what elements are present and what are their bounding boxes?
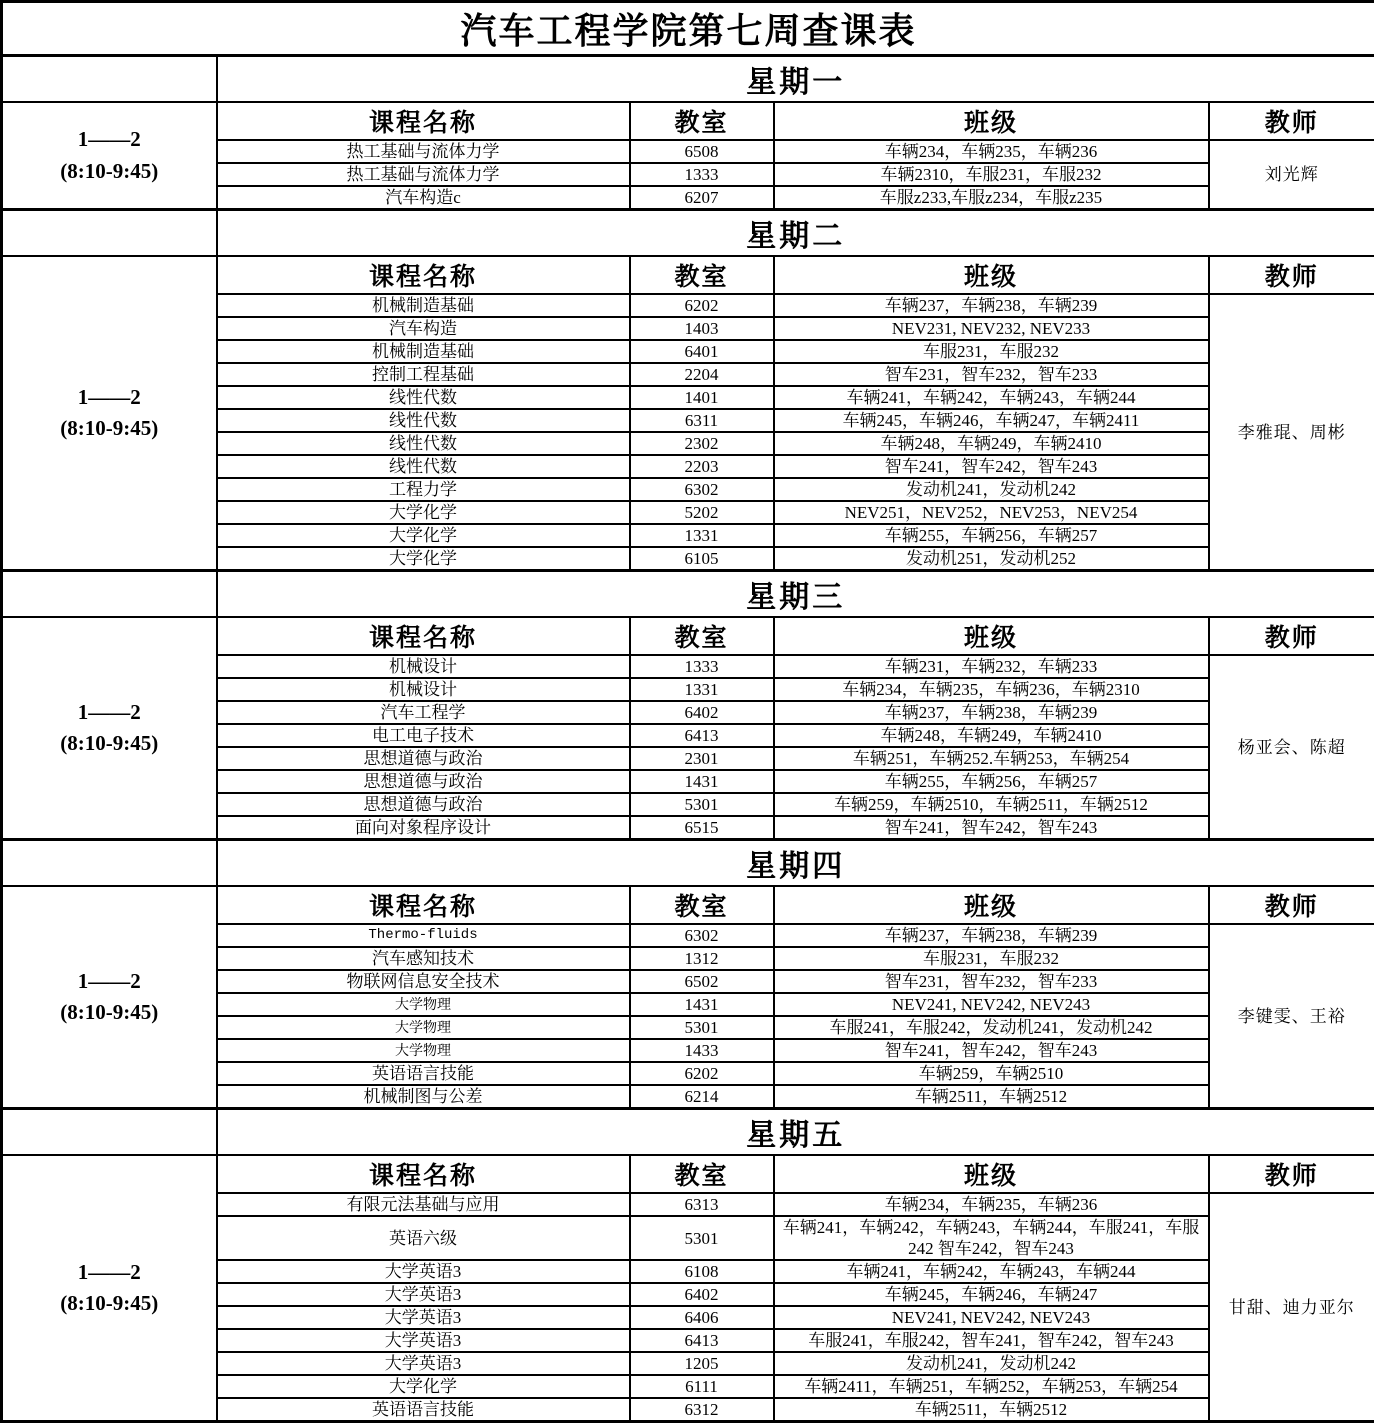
- course-cell: 大学物理: [217, 1039, 630, 1062]
- course-cell: 有限元法基础与应用: [217, 1193, 630, 1216]
- course-cell: 机械设计: [217, 655, 630, 678]
- room-cell: 6508: [630, 140, 774, 163]
- course-cell: 大学化学: [217, 524, 630, 547]
- teacher-cell: 李键雯、王裕: [1209, 924, 1374, 1109]
- room-cell: 2301: [630, 747, 774, 770]
- room-cell: 6515: [630, 816, 774, 840]
- column-header-class: 班级: [774, 256, 1209, 294]
- room-cell: 6202: [630, 294, 774, 317]
- room-cell: 1403: [630, 317, 774, 340]
- class-cell: 车辆255，车辆256，车辆257: [774, 524, 1209, 547]
- teacher-cell: 杨亚会、陈超: [1209, 655, 1374, 840]
- period-cell: [2, 1155, 217, 1422]
- class-cell: NEV241, NEV242, NEV243: [774, 993, 1209, 1016]
- class-cell: 车辆241，车辆242，车辆243，车辆244，车服241，车服242 智车242，智车243: [774, 1216, 1209, 1260]
- room-cell: 6312: [630, 1398, 774, 1422]
- day-band-row: [2, 56, 1374, 103]
- course-cell: 机械制图与公差: [217, 1085, 630, 1109]
- period-line1: 1——2: [7, 124, 212, 156]
- course-cell: 大学化学: [217, 1375, 630, 1398]
- teacher-cell: 李雅琨、周彬: [1209, 294, 1374, 571]
- room-cell: 1312: [630, 947, 774, 970]
- period-line2: (8:10-9:45): [7, 1288, 212, 1320]
- class-cell: 车辆2411，车辆251，车辆252，车辆253，车辆254: [774, 1375, 1209, 1398]
- class-cell: 车辆248，车辆249，车辆2410: [774, 432, 1209, 455]
- course-cell: 物联网信息安全技术: [217, 970, 630, 993]
- column-header-row: [2, 1155, 1374, 1193]
- room-cell: 6413: [630, 1329, 774, 1352]
- room-cell: 6207: [630, 186, 774, 210]
- teacher-cell: 甘甜、迪力亚尔: [1209, 1193, 1374, 1422]
- course-cell: 机械制造基础: [217, 294, 630, 317]
- class-cell: 车辆2511，车辆2512: [774, 1085, 1209, 1109]
- period-cell: [2, 886, 217, 1109]
- class-cell: 车辆241，车辆242，车辆243，车辆244: [774, 386, 1209, 409]
- class-cell: 智车231，智车232，智车233: [774, 363, 1209, 386]
- room-cell: 6402: [630, 701, 774, 724]
- course-cell: 英语语言技能: [217, 1398, 630, 1422]
- room-cell: 1205: [630, 1352, 774, 1375]
- period-line2: (8:10-9:45): [7, 728, 212, 760]
- course-cell: 线性代数: [217, 455, 630, 478]
- course-cell: 控制工程基础: [217, 363, 630, 386]
- column-header-row: [2, 617, 1374, 655]
- day-name: 星期五: [217, 1109, 1374, 1156]
- course-cell: 思想道德与政治: [217, 770, 630, 793]
- room-cell: 6401: [630, 340, 774, 363]
- class-cell: NEV231, NEV232, NEV233: [774, 317, 1209, 340]
- class-cell: 车辆255，车辆256，车辆257: [774, 770, 1209, 793]
- period-column-spacer: [2, 1109, 217, 1156]
- period-line1: 1——2: [7, 1257, 212, 1289]
- class-cell: 车辆259，车辆2510: [774, 1062, 1209, 1085]
- course-cell: 工程力学: [217, 478, 630, 501]
- room-cell: 2203: [630, 455, 774, 478]
- column-header-teacher: 教师: [1209, 886, 1374, 924]
- course-cell: 热工基础与流体力学: [217, 163, 630, 186]
- course-cell: 大学物理: [217, 1016, 630, 1039]
- period-line1: 1——2: [7, 382, 212, 414]
- room-cell: 1333: [630, 163, 774, 186]
- class-cell: 车辆237，车辆238，车辆239: [774, 701, 1209, 724]
- class-cell: 车辆231，车辆232，车辆233: [774, 655, 1209, 678]
- period-line2: (8:10-9:45): [7, 413, 212, 445]
- column-header-course: 课程名称: [217, 617, 630, 655]
- room-cell: 5202: [630, 501, 774, 524]
- course-cell: 汽车构造c: [217, 186, 630, 210]
- period-column-spacer: [2, 210, 217, 257]
- column-header-teacher: 教师: [1209, 102, 1374, 140]
- course-cell: 大学英语3: [217, 1352, 630, 1375]
- column-header-row: [2, 256, 1374, 294]
- room-cell: 6214: [630, 1085, 774, 1109]
- column-header-class: 班级: [774, 102, 1209, 140]
- course-cell: 汽车感知技术: [217, 947, 630, 970]
- class-cell: 车辆259，车辆2510，车辆2511，车辆2512: [774, 793, 1209, 816]
- period-line2: (8:10-9:45): [7, 997, 212, 1029]
- class-cell: 车辆234，车辆235，车辆236，车辆2310: [774, 678, 1209, 701]
- course-cell: 大学英语3: [217, 1306, 630, 1329]
- class-cell: 发动机241，发动机242: [774, 478, 1209, 501]
- course-cell: 大学英语3: [217, 1283, 630, 1306]
- room-cell: 6105: [630, 547, 774, 571]
- period-line2: (8:10-9:45): [7, 156, 212, 188]
- class-cell: 车辆234，车辆235，车辆236: [774, 1193, 1209, 1216]
- column-header-row: [2, 102, 1374, 140]
- room-cell: 6302: [630, 924, 774, 947]
- column-header-course: 课程名称: [217, 102, 630, 140]
- day-name: 星期三: [217, 571, 1374, 618]
- room-cell: 2302: [630, 432, 774, 455]
- column-header-teacher: 教师: [1209, 256, 1374, 294]
- course-cell: 机械设计: [217, 678, 630, 701]
- day-band-row: [2, 571, 1374, 618]
- room-cell: 6413: [630, 724, 774, 747]
- room-cell: 5301: [630, 793, 774, 816]
- period-cell: [2, 256, 217, 571]
- column-header-room: 教室: [630, 886, 774, 924]
- course-cell: 热工基础与流体力学: [217, 140, 630, 163]
- day-band-row: [2, 840, 1374, 887]
- course-cell: 大学英语3: [217, 1260, 630, 1283]
- room-cell: 6502: [630, 970, 774, 993]
- column-header-class: 班级: [774, 886, 1209, 924]
- class-cell: 车辆234，车辆235，车辆236: [774, 140, 1209, 163]
- course-cell: 大学物理: [217, 993, 630, 1016]
- day-name: 星期二: [217, 210, 1374, 257]
- class-cell: 车服241，车服242，发动机241，发动机242: [774, 1016, 1209, 1039]
- course-cell: 面向对象程序设计: [217, 816, 630, 840]
- class-cell: 车辆2310，车服231，车服232: [774, 163, 1209, 186]
- room-cell: 6313: [630, 1193, 774, 1216]
- column-header-row: [2, 886, 1374, 924]
- class-cell: 车辆2511，车辆2512: [774, 1398, 1209, 1422]
- room-cell: 1433: [630, 1039, 774, 1062]
- room-cell: 1331: [630, 524, 774, 547]
- column-header-course: 课程名称: [217, 886, 630, 924]
- room-cell: 6202: [630, 1062, 774, 1085]
- day-name: 星期一: [217, 56, 1374, 103]
- course-cell: 汽车工程学: [217, 701, 630, 724]
- column-header-room: 教室: [630, 617, 774, 655]
- class-cell: 车辆248，车辆249，车辆2410: [774, 724, 1209, 747]
- course-cell: 机械制造基础: [217, 340, 630, 363]
- class-cell: 智车241，智车242，智车243: [774, 455, 1209, 478]
- day-band-row: [2, 210, 1374, 257]
- class-cell: 车辆245，车辆246，车辆247: [774, 1283, 1209, 1306]
- column-header-room: 教室: [630, 1155, 774, 1193]
- column-header-room: 教室: [630, 102, 774, 140]
- class-cell: NEV241, NEV242, NEV243: [774, 1306, 1209, 1329]
- column-header-class: 班级: [774, 617, 1209, 655]
- class-cell: NEV251，NEV252，NEV253，NEV254: [774, 501, 1209, 524]
- day-band-row: [2, 1109, 1374, 1156]
- course-cell: 大学化学: [217, 547, 630, 571]
- room-cell: 6302: [630, 478, 774, 501]
- column-header-teacher: 教师: [1209, 1155, 1374, 1193]
- class-cell: 智车241，智车242，智车243: [774, 816, 1209, 840]
- period-cell: [2, 617, 217, 840]
- column-header-course: 课程名称: [217, 256, 630, 294]
- room-cell: 6311: [630, 409, 774, 432]
- title-row: [2, 2, 1374, 56]
- class-cell: 车服241，车服242，智车241，智车242，智车243: [774, 1329, 1209, 1352]
- column-header-course: 课程名称: [217, 1155, 630, 1193]
- class-cell: 车辆251，车辆252.车辆253，车辆254: [774, 747, 1209, 770]
- room-cell: 6108: [630, 1260, 774, 1283]
- course-cell: 英语语言技能: [217, 1062, 630, 1085]
- course-cell: 思想道德与政治: [217, 793, 630, 816]
- room-cell: 2204: [630, 363, 774, 386]
- room-cell: 1431: [630, 993, 774, 1016]
- class-cell: 车辆237，车辆238，车辆239: [774, 924, 1209, 947]
- class-cell: 车辆245，车辆246，车辆247，车辆2411: [774, 409, 1209, 432]
- class-cell: 智车241，智车242，智车243: [774, 1039, 1209, 1062]
- class-cell: 车服z233,车服z234，车服z235: [774, 186, 1209, 210]
- room-cell: 6402: [630, 1283, 774, 1306]
- room-cell: 5301: [630, 1216, 774, 1260]
- course-cell: 大学英语3: [217, 1329, 630, 1352]
- day-name: 星期四: [217, 840, 1374, 887]
- course-cell: 汽车构造: [217, 317, 630, 340]
- room-cell: 5301: [630, 1016, 774, 1039]
- room-cell: 6111: [630, 1375, 774, 1398]
- class-cell: 车辆241，车辆242，车辆243，车辆244: [774, 1260, 1209, 1283]
- period-line1: 1——2: [7, 697, 212, 729]
- period-column-spacer: [2, 571, 217, 618]
- room-cell: 1431: [630, 770, 774, 793]
- period-line1: 1——2: [7, 966, 212, 998]
- room-cell: 1331: [630, 678, 774, 701]
- room-cell: 1333: [630, 655, 774, 678]
- course-cell: 线性代数: [217, 386, 630, 409]
- page-title: 汽车工程学院第七周查课表: [2, 2, 1374, 56]
- course-cell: 线性代数: [217, 432, 630, 455]
- course-cell: 电工电子技术: [217, 724, 630, 747]
- room-cell: 6406: [630, 1306, 774, 1329]
- class-cell: 发动机251，发动机252: [774, 547, 1209, 571]
- class-cell: 车服231，车服232: [774, 947, 1209, 970]
- course-cell: Thermo-fluids: [217, 924, 630, 947]
- course-cell: 英语六级: [217, 1216, 630, 1260]
- class-cell: 车辆237，车辆238，车辆239: [774, 294, 1209, 317]
- course-cell: 大学化学: [217, 501, 630, 524]
- column-header-room: 教室: [630, 256, 774, 294]
- column-header-teacher: 教师: [1209, 617, 1374, 655]
- period-column-spacer: [2, 840, 217, 887]
- course-cell: 思想道德与政治: [217, 747, 630, 770]
- course-cell: 线性代数: [217, 409, 630, 432]
- class-cell: 智车231，智车232，智车233: [774, 970, 1209, 993]
- column-header-class: 班级: [774, 1155, 1209, 1193]
- class-cell: 发动机241，发动机242: [774, 1352, 1209, 1375]
- room-cell: 1401: [630, 386, 774, 409]
- period-cell: [2, 102, 217, 210]
- class-cell: 车服231，车服232: [774, 340, 1209, 363]
- period-column-spacer: [2, 56, 217, 103]
- teacher-cell: 刘光辉: [1209, 140, 1374, 210]
